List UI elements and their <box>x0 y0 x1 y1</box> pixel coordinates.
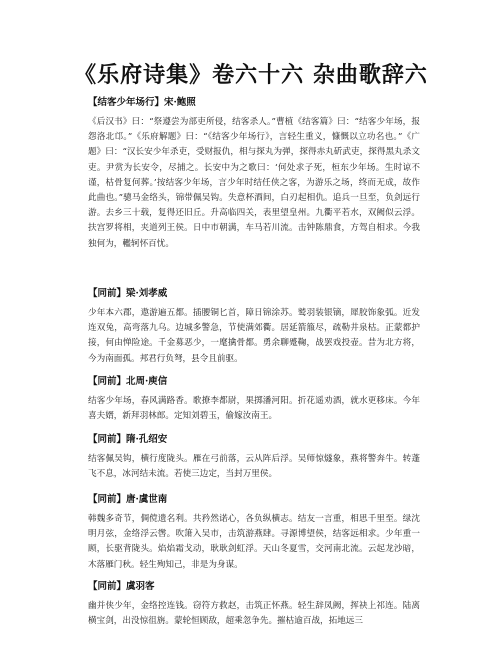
section-heading: 【同前】隋·孔绍安 <box>88 434 168 445</box>
section-2 <box>88 287 420 367</box>
section-heading: 【同前】梁·刘孝威 <box>88 288 168 299</box>
section-heading: 【同前】唐·虞世南 <box>88 494 168 505</box>
section-text: 韩魏多奇节，倜傥遗名利。共矜然诺心，各负纵横志。结友一言重，相思千里至。绿沈明月弦，金络浮云辔。吹箫入吴市，击筑游燕肆。寻源博望侯，结客远相求。少年重一顾，长驱背陇头。焰焰霜戈动，耿耿剑虹浮。天山冬夏雪，交河南北流。云起龙沙暗，木落雁门秋。轻生殉知己，非是为身谋。 <box>88 514 420 570</box>
section-text: 《后汉书》曰：“祭遵尝为部吏所侵，结客杀人。”曹植《结客篇》曰：“结客少年场，报怨洛北邙。”《乐府解题》曰：“《结客少年场行》，言轻生重义，慷慨以立功名也。”《广题》曰：“汉长安少年杀吏，受财报仇，相与探丸为弹，探得赤丸斫武吏，探得黑丸杀文吏。尹赏为长安令，尽捕之。长安中为之歌曰：‘何处求子死，桓东少年场。生时谅不谨，枯骨复何葬。’按结客少年场，言少年时结任侠之客，为游乐之场，终而无成，故作此曲也。”骢马金络头，锦带佩吴钩。失意杯酒间，白刃起相仇。追兵一旦至，负剑远行游。去乡三十载，复得还旧丘。升高临四关，表里望皇州。九衢平若水，双阙似云浮。扶宫罗将相，夹道列王侯。日中市朝满，车马若川流。击钟陈鼎食，方驾自相求。今我独何为，轞轲怀百忧。 <box>88 117 420 249</box>
page-title: 《乐府诗集》卷六十六 杂曲歌辞六 <box>74 62 428 88</box>
section-1 <box>88 96 420 252</box>
section-3 <box>88 375 420 424</box>
section-text: 幽并侠少年，金络控连钱。窃符方救赵，击筑正怀燕。轻生辞凤阙，挥袂上祁连。陆离横宝剑，出没惊徂旃。蒙轮恒顾敌，超乘忽争先。摧枯逾百战，拓地远三 <box>88 601 420 627</box>
section-text: 少年本六郡，遨游遍五都。插腰铜匕首，障日锦涂苏。鹫羽装银镝，犀胶饰象弧。近发连双兔，高弯落九乌。边城多警急，节使满郊衢。居延箭箙尽，疏勒井泉枯。正蒙都护接，何由惮险途。千金募恶少，一麾擒骨都。勇余聊蹙鞠，战罢戏投壶。昔为北方将，今为南面孤。邦君行负弩，县令且前驱。 <box>88 308 420 364</box>
section-6 <box>88 580 420 629</box>
section-5 <box>88 493 420 573</box>
section-heading: 【同前】虞羽客 <box>88 581 155 592</box>
section-heading: 【结客少年场行】宋·鲍照 <box>88 97 196 108</box>
section-4 <box>88 433 420 482</box>
section-text: 结客佩吴钩，横行度陇头。雁在弓前落，云从阵后浮。吴师惊燧象，燕将警奔牛。转蓬飞不息，冰河结未流。若使三边定，当封万里侯。 <box>88 454 420 480</box>
section-heading: 【同前】北周·庾信 <box>88 376 168 387</box>
section-text: 结客少年场，春风满路香。歌撩李都尉，果掷潘河阳。折花遥劝酒，就水更移床。今年喜夫婿，新拜羽林郎。定知刘碧玉，偷嫁汝南王。 <box>88 396 420 422</box>
